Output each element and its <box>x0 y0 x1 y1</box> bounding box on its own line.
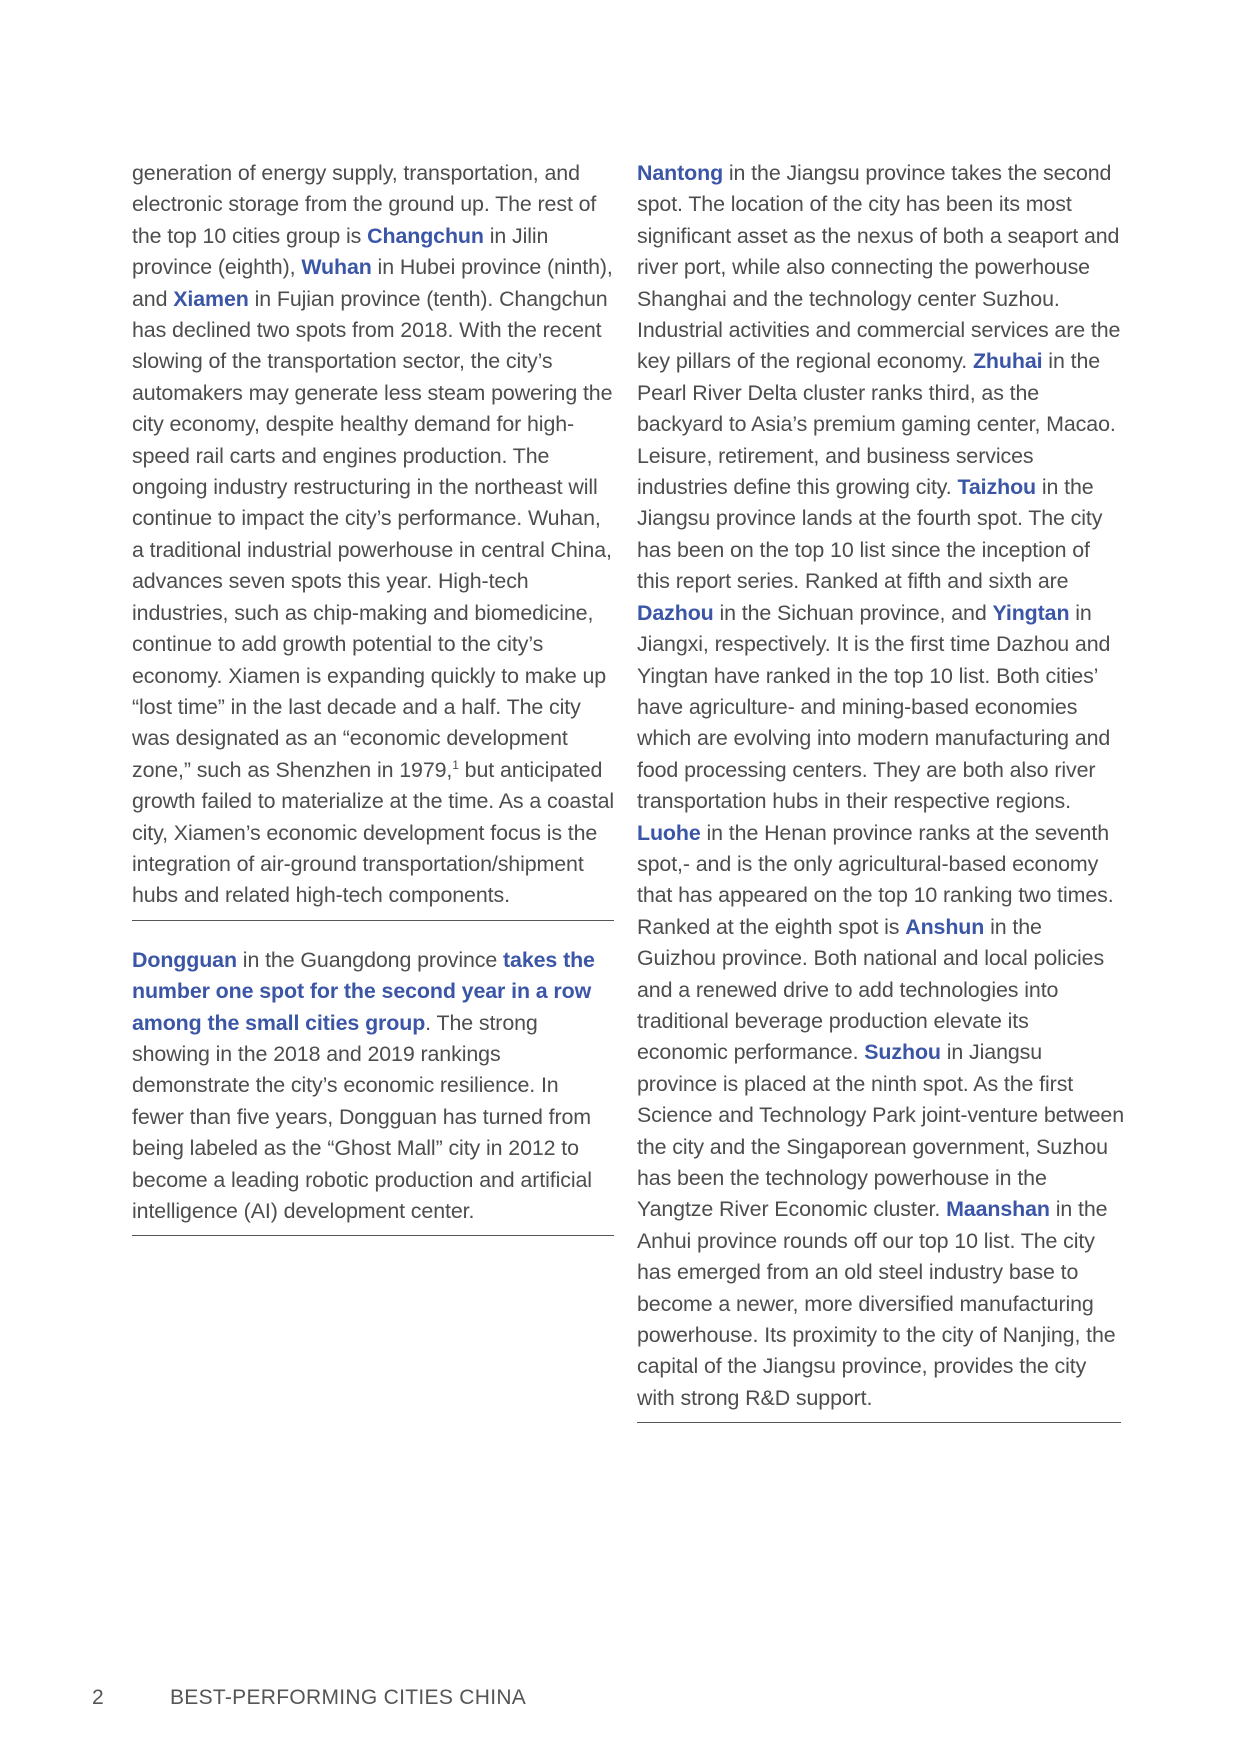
city-name-changchun: Changchun <box>367 223 484 248</box>
city-name-dongguan: Dongguan <box>132 947 237 972</box>
city-name-yingtan: Yingtan <box>992 600 1070 625</box>
city-name-nantong: Nantong <box>637 161 724 185</box>
page-footer <box>92 1686 526 1710</box>
city-name-dazhou: Dazhou <box>637 600 714 625</box>
city-name-xiamen: Xiamen <box>173 286 249 311</box>
section-divider <box>637 1422 1121 1423</box>
right-column <box>637 158 1125 1423</box>
paragraph-top-10-cities: Nantong in the Jiangsu province takes the second spot. The location of the city has been its most significant asset as the nexus of both a seaport and river port, while also connecting the powerhouse Shanghai and the technology center Suzhou. Industrial activities and commercial services are the key pillars of the regional economy. Zhuhai in the Pearl River Delta cluster ranks third, as the backyard to Asia’s premium gaming center, Macao. Leisure, retirement, and business services industries define this growing city. Taizhou in the Jiangsu province lands at the fourth spot. The city has been on the top 10 list since the inception of this report series. Ranked at fifth and sixth are Dazhou in the Sichuan province, and Yingtan in Jiangxi, respectively. It is the first time Dazhou and Yingtan have ranked in the top 10 list. Both cities’ have agriculture- and mining-based economies which are evolving into modern manufacturing and food processing centers. They are both also river transportation hubs in their respective regions. Luohe in the Henan province ranks at the seventh spot,- and is the only agricultural-based economy that has appeared on the top 10 ranking two times. Ranked at the eighth spot is Anshun in the Guizhou province. Both national and local policies and a renewed drive to add technologies into traditional beverage production elevate its economic performance. Suzhou in Jiangsu province is placed at the ninth spot. As the first Science and Technology Park joint-venture between the city and the Singaporean government, Suzhou has been the technology powerhouse in the Yangtze River Economic cluster. Maanshan in the Anhui province rounds off our top 10 list. The city has emerged from an old steel industry base to become a newer, more diversified manufacturing powerhouse. Its proximity to the city of Nanjing, the capital of the Jiangsu province, provides the city with strong R&D support. <box>637 161 1125 1410</box>
paragraph-dongguan: Dongguan in the Guangdong province takes the number one spot for the second year in a row among the small cities group. The strong showing in the 2018 and 2019 rankings demonstrate the city’s economic resilience. In fewer than five years, Dongguan has turned from being labeled as the “Ghost Mall” city in 2012 to become a leading robotic production and artificial intelligence (AI) development center. <box>132 947 595 1223</box>
paragraph-small-cities-continued: generation of energy supply, transportation, and electronic storage from the ground up. The rest of the top 10 cities group is Changchun in Jilin province (eighth), Wuhan in Hubei province (ninth), and Xiamen in Fujian province (tenth). Changchun has declined two spots from 2018. With the recent slowing of the transportation sector, the city’s automakers may generate less steam powering the city economy, despite healthy demand for high-speed rail carts and engines production. The ongoing industry restructuring in the northeast will continue to impact the city’s performance. Wuhan, a traditional industrial powerhouse in central China, advances seven spots this year. High-tech industries, such as chip-making and biomedicine, continue to add growth potential to the city’s economy. Xiamen is expanding quickly to make up “lost time” in the last decade and a half. The city was designated as an “economic development zone,” such as Shenzhen in 1979,$^1$ but anticipated growth failed to materialize at the time. As a coastal city, Xiamen’s economic development focus is the integration of air-ground transportation/shipment hubs and related high-tech components. <box>132 161 615 908</box>
city-name-anshun: Anshun <box>905 914 985 939</box>
section-divider <box>132 920 614 921</box>
publication-title: BEST-PERFORMING CITIES CHINA <box>170 1686 527 1709</box>
city-name-suzhou: Suzhou <box>864 1040 941 1065</box>
section-divider <box>132 1235 614 1236</box>
page-number: 2 <box>92 1686 104 1709</box>
city-name-taizhou: Taizhou <box>957 475 1036 500</box>
city-name-maanshan: Maanshan <box>946 1197 1050 1222</box>
highlight-phrase: takes the number one spot for the second year in a row among the small cities group <box>132 947 595 1035</box>
left-column <box>132 158 616 1236</box>
city-name-wuhan: Wuhan <box>301 255 372 280</box>
city-name-zhuhai: Zhuhai <box>972 349 1043 374</box>
footnote-marker[interactable]: 1 <box>452 757 459 772</box>
city-name-luohe: Luohe <box>637 820 701 845</box>
